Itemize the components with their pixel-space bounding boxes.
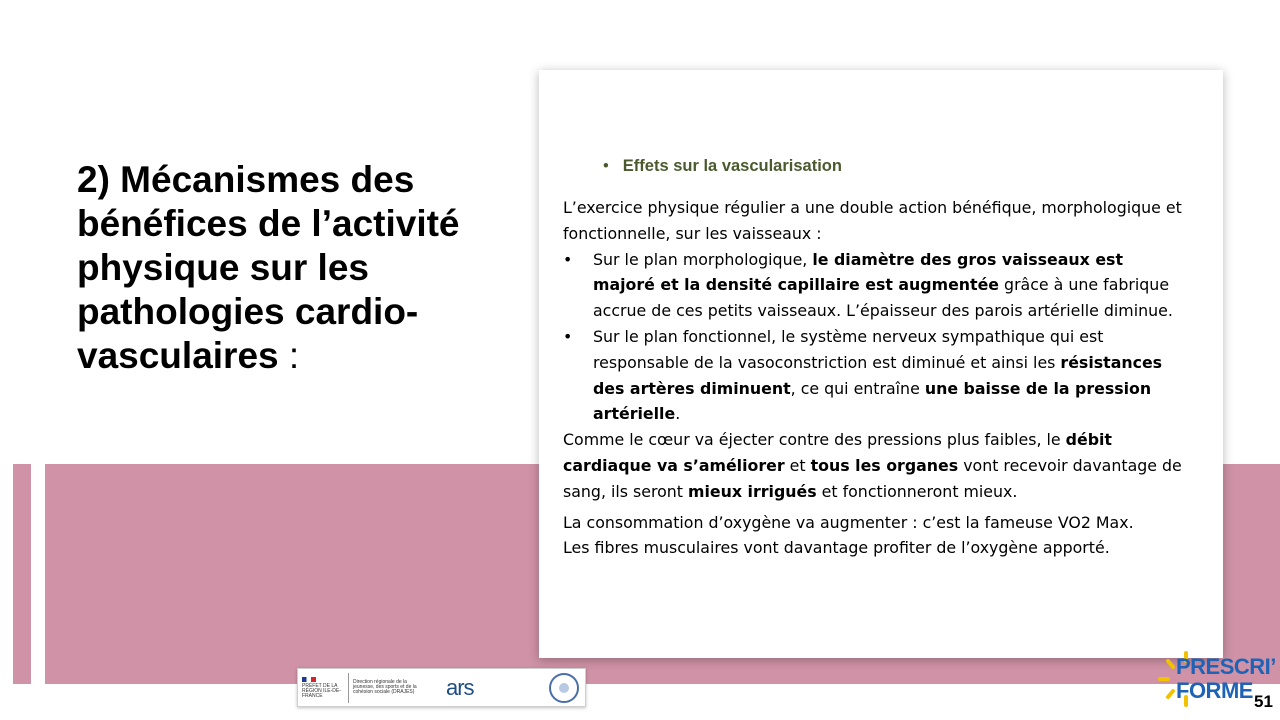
text-run: . (675, 404, 681, 424)
decorative-band-left (13, 464, 31, 684)
bold-run: une baisse de la pression artérielle (593, 378, 1152, 424)
bullet-fonctionnel (563, 324, 1185, 427)
slide-title (77, 158, 497, 378)
cardiac-paragraph (563, 427, 1185, 504)
prefet-logo (302, 672, 342, 704)
text-run: , ce qui entraîne (790, 378, 925, 398)
bullet-morphologique (563, 247, 1185, 324)
intro-paragraph: L’exercice physique régulier a une double action bénéfique, morphologique et fonctionnelle, sur les vaisseaux : (563, 198, 1182, 243)
vo2-paragraph: La consommation d’oxygène va augmenter : c’est la fameuse VO2 Max. (563, 512, 1134, 532)
body-text (563, 195, 1185, 561)
french-flag-icon (302, 677, 316, 682)
text-run: grâce à une fabrique accrue de ces petits vaisseaux. L’épaisseur des parois artérielle diminue. (593, 275, 1173, 321)
prescriforme-word-2: FORME (1176, 678, 1253, 703)
text-run: vont recevoir davantage de sang, ils seront (563, 455, 1182, 501)
text-run: Comme le cœur va éjecter contre des pressions plus faibles, le (563, 430, 1066, 450)
bullet-list (563, 247, 1185, 428)
text-run: et (784, 455, 811, 475)
drajes-logo (348, 673, 428, 703)
bullet-dot: • (603, 157, 609, 175)
page-number: 51 (1254, 692, 1273, 711)
prefet-logo-text: PRÉFET DE LA RÉGION ILE-DE-FRANCE (302, 682, 341, 699)
seal-logo-icon (549, 673, 579, 703)
bold-run: mieux irrigués (688, 481, 817, 501)
ars-logo-text: ars (446, 674, 474, 700)
partner-logos-strip (297, 668, 586, 707)
slide-title-colon: : (278, 335, 300, 376)
bold-run: tous les organes (810, 455, 959, 475)
bold-run: résistances des artères diminuent (593, 352, 1163, 398)
text-run: Sur le plan morphologique, (593, 249, 813, 269)
drajes-logo-text: Direction régionale de la jeunesse, des sports et de la cohésion sociale (DRAJES) (353, 679, 417, 695)
text-run: Sur le plan fonctionnel, le système nerveux sympathique qui est responsable de la vasoconstriction est diminué et ainsi les (593, 326, 1104, 372)
text-run: et fonctionneront mieux. (816, 481, 1018, 501)
subheading (603, 157, 842, 176)
subheading-text: Effets sur la vascularisation (622, 157, 842, 175)
prescriforme-word-1: PRESCRI’ (1176, 654, 1276, 679)
ars-logo (446, 675, 474, 701)
fibres-paragraph: Les fibres musculaires vont davantage profiter de l’oxygène apporté. (563, 538, 1110, 558)
bold-run: débit cardiaque va s’améliorer (563, 430, 1112, 475)
slide-title-text: 2) Mécanismes des bénéfices de l’activité physique sur les pathologies cardio-vasculaires (77, 159, 460, 376)
bold-run: le diamètre des gros vaisseaux est majoré et la densité capillaire est augmentée (593, 249, 1124, 295)
